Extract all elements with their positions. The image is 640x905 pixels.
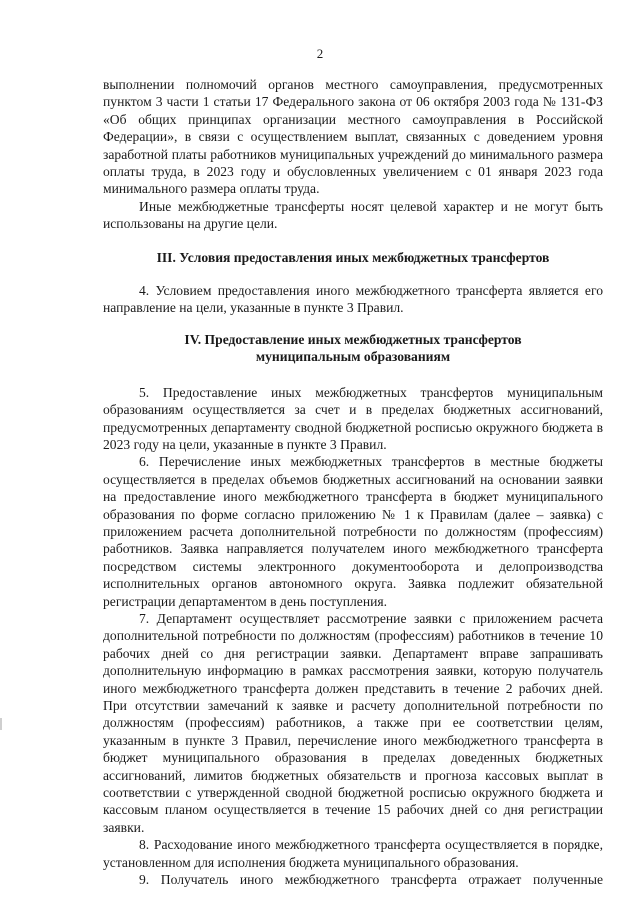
section-4-heading-line-1: IV. Предоставление иных межбюджетных трансфертов: [184, 331, 522, 347]
paragraph-5: 5. Предоставление иных межбюджетных трансфертов муниципальным образованиям осуществляется за счет и в пределах бюджетных ассигнований, предусмотренных департаменту сводной бюджетной росписью окружного бюджета в 2023 году на цели, указанные в пункте 3 Правил.: [103, 384, 603, 452]
scan-edge-mark: [0, 718, 2, 730]
document-body: [103, 76, 603, 888]
paragraph-4: 4. Условием предоставления иного межбюджетного трансферта является его направление на цели, указанные в пункте 3 Правил.: [103, 283, 603, 316]
section-4-heading-line-2: муниципальным образованиям: [255, 349, 451, 365]
section-3-heading: III. Условия предоставления иных межбюджетных трансфертов: [156, 249, 550, 265]
page-number: 2: [316, 46, 324, 61]
paragraph-continuation: выполнении полномочий органов местного самоуправления, предусмотренных пунктом 3 части 1 статьи 17 Федерального закона от 06 октября 2003 года № 131-ФЗ «Об общих принципах организации местного самоуправления в Российской Федерации», в связи с осуществлением выплат, связанных с доведением уровня заработной платы работников муниципальных учреждений до минимального размера оплаты труда, в 2023 году и обусловленных увеличением с 01 января 2023 года минимального размера оплаты труда.: [103, 77, 603, 197]
paragraph-8: 8. Расходование иного межбюджетного трансферта осуществляется в порядке, установленном для исполнения бюджета муниципального образования.: [103, 837, 603, 870]
paragraph-9: 9. Получатель иного межбюджетного трансферта отражает полученные: [139, 872, 603, 888]
paragraph-7: 7. Департамент осуществляет рассмотрение заявки с приложением расчета дополнительной потребности по должностям (профессиям) работников в течение 10 рабочих дней со дня регистрации заявки. Департамент вправе запрашивать дополнительную информацию в рамках рассмотрения заявки, которую получатель иного межбюджетного трансферта должен представить в течение 2 рабочих дней. При отсутствии замечаний к заявке и расчету дополнительной потребности по должностям (профессиям) работников, а также при ее соответствии целям, указанным в пункте 3 Правил, перечисление иного межбюджетного трансферта в бюджет муниципального образования в пределах доведенных бюджетных ассигнований, лимитов бюджетных обязательств и прогноза кассовых выплат в соответствии с утвержденной сводной бюджетной росписью окружного бюджета и кассовым планом осуществляется в течение 15 рабочих дней со дня регистрации заявки.: [103, 610, 603, 835]
paragraph-targeted-transfers: Иные межбюджетные трансферты носят целевой характер и не могут быть использованы на другие цели.: [103, 198, 603, 232]
paragraph-6: 6. Перечисление иных межбюджетных трансфертов в местные бюджеты осуществляется в пределах объемов бюджетных ассигнований на основании заявки на предоставление иного межбюджетного трансферта в бюджет муниципального образования по форме согласно приложению № 1 к Правилам (далее – заявка) с приложением расчета дополнительной потребности по должностям (профессиям) работников. Заявка направляется получателем иного межбюджетного трансферта посредством системы электронного документооборота и делопроизводства исполнительных органов автономного округа. Заявка подлежит обязательной регистрации департаментом в день поступления.: [103, 454, 603, 609]
